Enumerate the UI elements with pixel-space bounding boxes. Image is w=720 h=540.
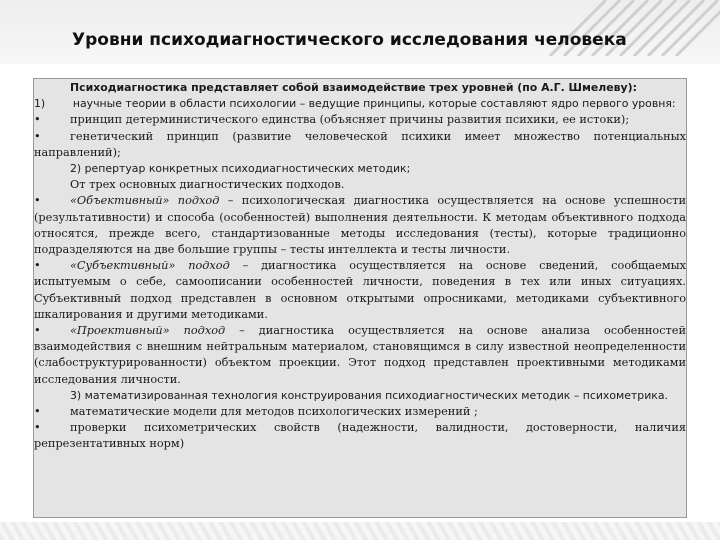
bottom-decoration bbox=[0, 522, 720, 540]
item-2 bbox=[34, 420, 686, 452]
bullet-icon: • bbox=[34, 129, 41, 143]
level-1: 1) научные теории в области психологии – ведущие принципы, которые составляют ядро первого уровня: bbox=[34, 97, 676, 111]
approach-projective bbox=[34, 323, 686, 388]
approach-subjective-name: «Субъективный» подход bbox=[70, 259, 230, 273]
principle-2-text: генетический принцип (развитие человеческой психики имеет множество потенциальных направлений); bbox=[34, 129, 686, 159]
item-2-text: проверки психометрических свойств (надежности, валидности, достоверности, наличия репрезентативных норм) bbox=[34, 421, 686, 451]
item-1 bbox=[34, 404, 686, 420]
bullet-icon: • bbox=[34, 324, 41, 338]
approach-projective-text: – диагностика осуществляется на основе анализа особенностей взаимодействия с внешним нейтральным материалом, становящимся в силу известной неопределенности (слабоструктурированности) объектом проекции. Этот подход представлен проективными методиками исследования личности. bbox=[34, 324, 687, 386]
approach-subjective-text: – диагностика осуществляется на основе сведений, сообщаемых испытуемым о себе, самоописании особенностей личности, поведения в тех или иных ситуациях. Субъективный подход представлен в основном открытыми опросниками, методиками субъективного шкалирования и другими методиками. bbox=[34, 259, 686, 321]
level-2: 2) репертуар конкретных психодиагностических методик; bbox=[70, 162, 411, 176]
approach-projective-name: «Проективный» подход bbox=[70, 324, 226, 338]
intro-paragraph: Психодиагностика представляет собой взаимодействие трех уровней (по А.Г. Шмелеву): bbox=[70, 81, 637, 94]
body-text bbox=[34, 80, 686, 453]
approach-objective-name: «Объективный» подход bbox=[70, 194, 220, 208]
item-1-text: математические модели для методов психологических измерений ; bbox=[70, 405, 478, 419]
bullet-icon: • bbox=[34, 194, 41, 208]
principle-2 bbox=[34, 129, 686, 161]
approaches-intro: От трех основных диагностических подходов. bbox=[70, 178, 345, 192]
slide-title: Уровни психодиагностического исследования человека bbox=[72, 30, 627, 50]
bullet-icon: • bbox=[34, 405, 41, 419]
bullet-icon: • bbox=[34, 259, 41, 273]
approach-objective bbox=[34, 193, 686, 258]
level-3: 3) математизированная технология конструирования психодиагностических методик – психометрика. bbox=[70, 388, 668, 402]
principle-1-text: принцип детерминистического единства (объясняет причины развития психики, ее истоки); bbox=[70, 113, 630, 127]
approach-objective-text: – психологическая диагностика осуществляется на основе успешности (результативности) и способа (особенностей) выполнения деятельности. К методам объективного подхода относятся, прежде всего, стандартизованные методы исследования (тесты), которые традиционно подразделяются на две большие группы – тесты интеллекта и тесты личности. bbox=[34, 194, 686, 257]
principle-1 bbox=[34, 112, 686, 128]
bullet-icon: • bbox=[34, 421, 41, 435]
bullet-icon: • bbox=[34, 113, 41, 127]
approach-subjective bbox=[34, 258, 686, 323]
